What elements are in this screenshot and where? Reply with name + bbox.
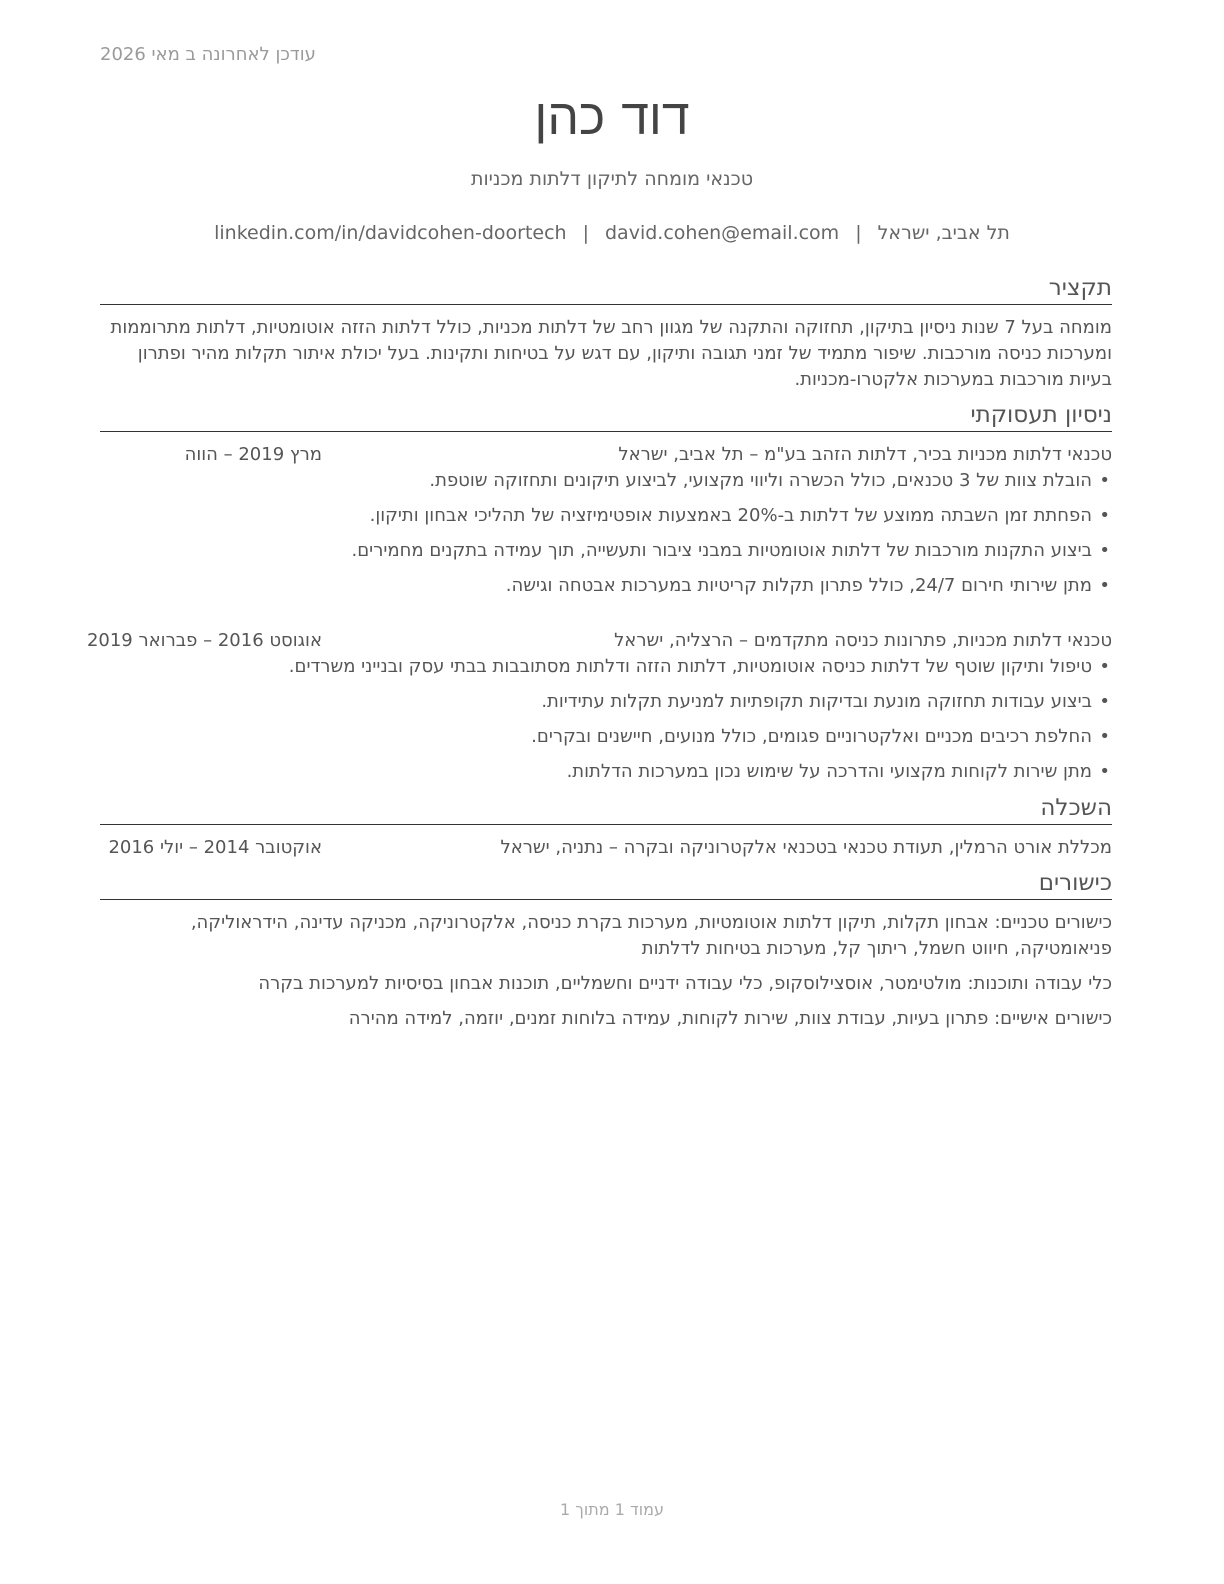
job-bullet: • החלפת רכיבים מכניים ואלקטרוניים פגומים, כולל מנועים, חיישנים ובקרים. xyxy=(100,724,1112,750)
resume-content xyxy=(86,274,1112,1041)
job-entry xyxy=(100,442,1112,599)
job-bullets xyxy=(100,468,1112,599)
job-bullets xyxy=(100,654,1112,785)
job-dates: אוגוסט 2016 – פברואר 2019 xyxy=(86,630,322,651)
page-number: עמוד 1 מתוך 1 xyxy=(560,1500,664,1519)
education-heading: השכלה xyxy=(100,794,1112,825)
job-bullet: • הובלת צוות של 3 טכנאים, כולל הכשרה וליווי מקצועי, לביצוע תיקונים ותחזוקה שוטפת. xyxy=(100,468,1112,494)
contact-location: תל אביב, ישראל xyxy=(877,222,1010,244)
skills-personal: כישורים אישיים: פתרון בעיות, עבודת צוות, שירות לקוחות, עמידה בלוחות זמנים, יוזמה, למידה מהירה xyxy=(348,1008,1112,1029)
job-entry xyxy=(86,628,1112,785)
education-entry xyxy=(100,835,1112,861)
job-header xyxy=(86,628,1112,654)
experience-heading: ניסיון תעסוקתי xyxy=(100,401,1112,432)
summary-heading: תקציר xyxy=(100,274,1112,305)
job-bullet: • מתן שירות לקוחות מקצועי והדרכה על שימוש נכון במערכות הדלתות. xyxy=(100,759,1112,785)
education-text: מכללת אורט הרמלין, תעודת טכנאי בטכנאי אלקטרוניקה ובקרה – נתניה, ישראל xyxy=(500,837,1112,858)
job-bullet: • ביצוע התקנות מורכבות של דלתות אוטומטיות במבני ציבור ותעשייה, תוך עמידה בתקנים מחמירים. xyxy=(100,538,1112,564)
skills-technical: כישורים טכניים: אבחון תקלות, תיקון דלתות אוטומטיות, מערכות בקרת כניסה, אלקטרוניקה, מכניקה עדינה, הידראוליקה, פניאומטיקה, חיווט חשמל, ריתוך קל, מערכות בטיחות לדלתות xyxy=(190,912,1112,959)
job-bullet: • טיפול ותיקון שוטף של דלתות כניסה אוטומטיות, דלתות הזזה ודלתות מסתובבות בבתי עסק ובנייני משרדים. xyxy=(100,654,1112,680)
summary-text: מומחה בעל 7 שנות ניסיון בתיקון, תחזוקה והתקנה של מגוון רחב של דלתות מכניות, כולל דלתות הזזה אוטומטיות, דלתות מתרוממות ומערכות כניסה מורכבות. שיפור מתמיד של זמני תגובה ותיקון, עם דגש על בטיחות ותקינות. בעל יכולת איתור תקלות מהיר ופתרון בעיות מורכבות במערכות אלקטרו-מכניות. xyxy=(110,317,1112,390)
contact-email[interactable]: david.cohen@email.com xyxy=(605,222,840,244)
skills-heading: כישורים xyxy=(100,869,1112,900)
education-dates: אוקטובר 2014 – יולי 2016 xyxy=(108,837,322,858)
last-updated-note: עודכן לאחרונה ב מאי 2026 xyxy=(100,44,316,65)
job-bullet: • מתן שירותי חירום 24/7, כולל פתרון תקלות קריטיות במערכות אבטחה וגישה. xyxy=(100,573,1112,599)
candidate-title: טכנאי מומחה לתיקון דלתות מכניות xyxy=(470,168,754,190)
contact-separator: | xyxy=(582,222,589,244)
contact-separator: | xyxy=(855,222,862,244)
job-dates: מרץ 2019 – הווה xyxy=(184,444,322,465)
job-bullet: • ביצוע עבודות תחזוקה מונעת ובדיקות תקופתיות למניעת תקלות עתידיות. xyxy=(100,689,1112,715)
job-role: טכנאי דלתות מכניות, פתרונות כניסה מתקדמים – הרצליה, ישראל xyxy=(614,630,1112,651)
candidate-name: דוד כהן xyxy=(534,88,690,146)
skills-tools: כלי עבודה ותוכנות: מולטימטר, אוסצילוסקופ, כלי עבודה ידניים וחשמליים, תוכנות אבחון בסיסיות למערכות בקרה xyxy=(258,973,1112,994)
job-header xyxy=(100,442,1112,468)
contact-line xyxy=(0,222,1224,244)
job-bullet: • הפחתת זמן השבתה ממוצע של דלתות ב-20% באמצעות אופטימיזציה של תהליכי אבחון ותיקון. xyxy=(100,503,1112,529)
job-role: טכנאי דלתות מכניות בכיר, דלתות הזהב בע"מ – תל אביב, ישראל xyxy=(618,444,1112,465)
contact-linkedin[interactable]: linkedin.com/in/davidcohen-doortech xyxy=(214,222,567,244)
